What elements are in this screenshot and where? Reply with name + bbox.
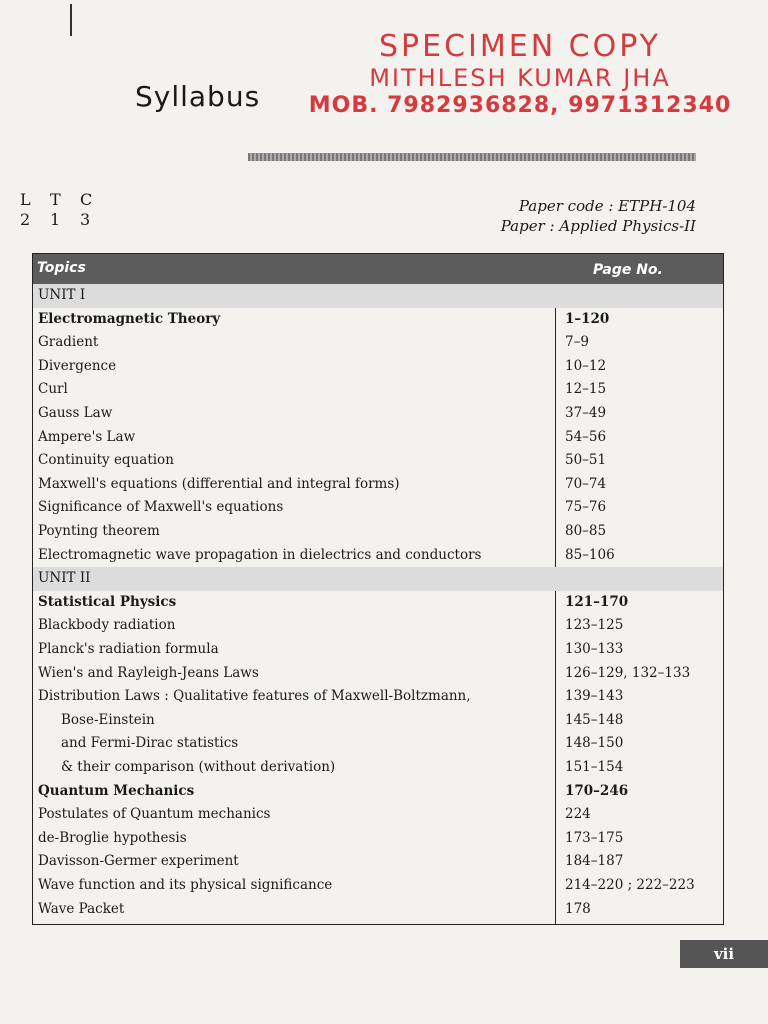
table-row (33, 874, 723, 898)
credit-table (20, 190, 110, 230)
credit-label: T (50, 190, 61, 209)
stamp-line-2: MITHLESH KUMAR JHA (369, 64, 671, 92)
stamp-line-1: SPECIMEN COPY (378, 29, 662, 64)
column-header-page: Page No. (593, 262, 663, 278)
topic-cell: de-Broglie hypothesis (38, 829, 187, 846)
column-header-topics: Topics (37, 260, 86, 276)
topic-cell: Gauss Law (38, 405, 113, 421)
topic-cell: Gradient (38, 334, 99, 351)
page-cell: 130–133 (565, 641, 624, 657)
topic-cell: Poynting theorem (38, 523, 160, 539)
decorative-rule (248, 153, 696, 161)
topic-cell: Postulates of Quantum mechanics (38, 806, 271, 823)
table-row (33, 449, 723, 473)
topic-cell: Bose-Einstein (61, 711, 155, 728)
table-row (33, 709, 723, 733)
credit-value: 1 (50, 210, 61, 229)
topic-cell: Electromagnetic Theory (38, 310, 221, 327)
page-cell: 85–106 (565, 546, 615, 563)
table-row (33, 544, 723, 568)
table-row (33, 780, 723, 804)
topic-cell: Maxwell's equations (differential and integral forms) (38, 475, 400, 492)
table-row (33, 803, 723, 827)
topic-cell: Blackbody radiation (38, 617, 176, 634)
topic-cell: Wien's and Rayleigh-Jeans Laws (38, 664, 259, 681)
page-cell: 1–120 (565, 310, 610, 327)
table-header (33, 254, 723, 284)
page-cell: 126–129, 132–133 (565, 664, 691, 681)
table-row (33, 638, 723, 662)
table-row (33, 827, 723, 851)
unit-header-row (33, 284, 723, 308)
credit-value: 3 (80, 210, 91, 229)
table-row (33, 520, 723, 544)
table-row (33, 756, 723, 780)
page-cell: 10–12 (565, 357, 607, 374)
page-cell: 70–74 (565, 475, 607, 492)
topic-cell: Quantum Mechanics (38, 782, 195, 799)
topic-cell: Statistical Physics (38, 593, 177, 610)
credit-label: C (80, 190, 93, 209)
paper-name: Paper : Applied Physics-II (500, 217, 696, 235)
topic-cell: Ampere's Law (38, 428, 136, 445)
page-cell: 224 (565, 806, 591, 823)
table-row (33, 591, 723, 615)
specimen-stamp (300, 30, 740, 120)
page-cell: 151–154 (565, 759, 624, 775)
credit-value: 2 (20, 210, 31, 229)
syllabus-table (32, 253, 724, 925)
table-row (33, 378, 723, 402)
table-row (33, 496, 723, 520)
table-row (33, 473, 723, 497)
page-cell: 148–150 (565, 735, 624, 752)
topic-cell: UNIT II (38, 570, 91, 587)
pen-mark (70, 4, 72, 36)
page-cell: 184–187 (565, 853, 624, 870)
table-row (33, 898, 723, 922)
table-row (33, 355, 723, 379)
page-cell: 50–51 (565, 452, 607, 469)
topic-cell: Wave Packet (38, 900, 125, 917)
page-cell: 178 (565, 900, 591, 917)
table-row (33, 732, 723, 756)
page-cell: 173–175 (565, 829, 624, 846)
page-number: vii (680, 940, 768, 968)
topic-cell: Davisson-Germer experiment (38, 853, 239, 870)
topic-cell: Wave function and its physical significance (38, 877, 333, 893)
credit-label: L (20, 190, 31, 209)
page-cell: 123–125 (565, 617, 624, 634)
topic-cell: Curl (38, 381, 68, 398)
page-cell: 54–56 (565, 428, 607, 445)
paper-info (501, 196, 696, 236)
topic-cell: Distribution Laws : Qualitative features of Maxwell-Boltzmann, (38, 688, 471, 705)
topic-cell: Continuity equation (38, 452, 174, 469)
topic-cell: and Fermi-Dirac statistics (61, 735, 239, 752)
page-cell: 75–76 (565, 499, 607, 516)
table-row (33, 614, 723, 638)
topic-cell: & their comparison (without derivation) (61, 759, 336, 775)
unit-header-row (33, 567, 723, 591)
table-row (33, 662, 723, 686)
paper-code: Paper code : ETPH-104 (518, 197, 696, 215)
page-cell: 12–15 (565, 381, 607, 398)
topic-cell: Planck's radiation formula (38, 641, 219, 657)
page-cell: 145–148 (565, 711, 624, 728)
page-cell: 139–143 (565, 688, 624, 705)
page-cell: 214–220 ; 222–223 (565, 877, 695, 893)
table-row (33, 685, 723, 709)
page-cell: 170–246 (565, 782, 629, 799)
table-row (33, 331, 723, 355)
page-cell: 37–49 (565, 405, 607, 421)
topic-cell: Divergence (38, 357, 117, 374)
topic-cell: Significance of Maxwell's equations (38, 499, 284, 516)
topic-cell: UNIT I (38, 287, 86, 303)
credit-labels (20, 190, 110, 210)
page-cell: 80–85 (565, 523, 607, 539)
page-title: Syllabus (135, 80, 261, 113)
table-row (33, 402, 723, 426)
table-row (33, 308, 723, 332)
stamp-line-3: MOB. 7982936828, 9971312340 (308, 93, 732, 118)
table-row (33, 850, 723, 874)
credit-values (20, 210, 110, 230)
page-cell: 121–170 (565, 593, 629, 610)
table-row (33, 426, 723, 450)
topic-cell: Electromagnetic wave propagation in dielectrics and conductors (38, 546, 482, 563)
page-cell: 7–9 (565, 334, 589, 351)
